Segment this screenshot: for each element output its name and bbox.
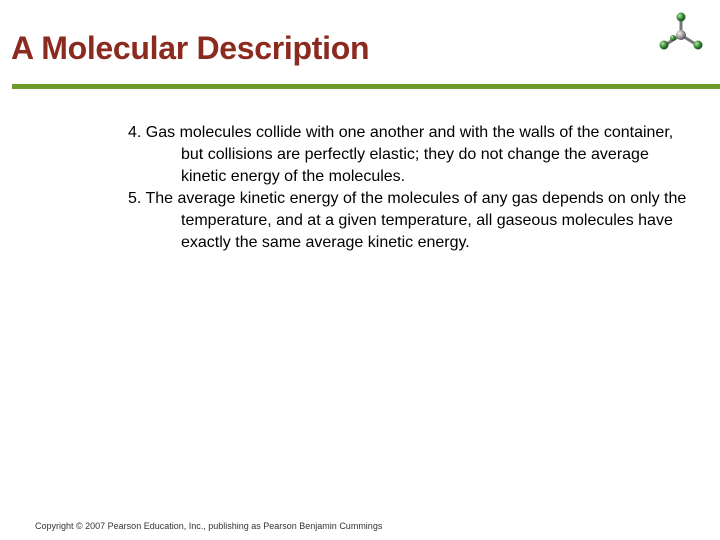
slide-body	[128, 122, 688, 254]
molecule-icon	[656, 9, 706, 53]
list-item: 5. The average kinetic energy of the molecules of any gas depends on only the temperature, and at a given temperature, all gaseous molecules have exactly the same average kinetic energy.	[128, 190, 687, 251]
title-divider	[12, 84, 720, 89]
copyright-footer: Copyright © 2007 Pearson Education, Inc., publishing as Pearson Benjamin Cummings	[35, 521, 383, 531]
slide-title: A Molecular Description	[11, 30, 370, 66]
list-item: 4. Gas molecules collide with one another and with the walls of the container, but collisions are perfectly elastic; they do not change the average kinetic energy of the molecules.	[128, 124, 674, 185]
